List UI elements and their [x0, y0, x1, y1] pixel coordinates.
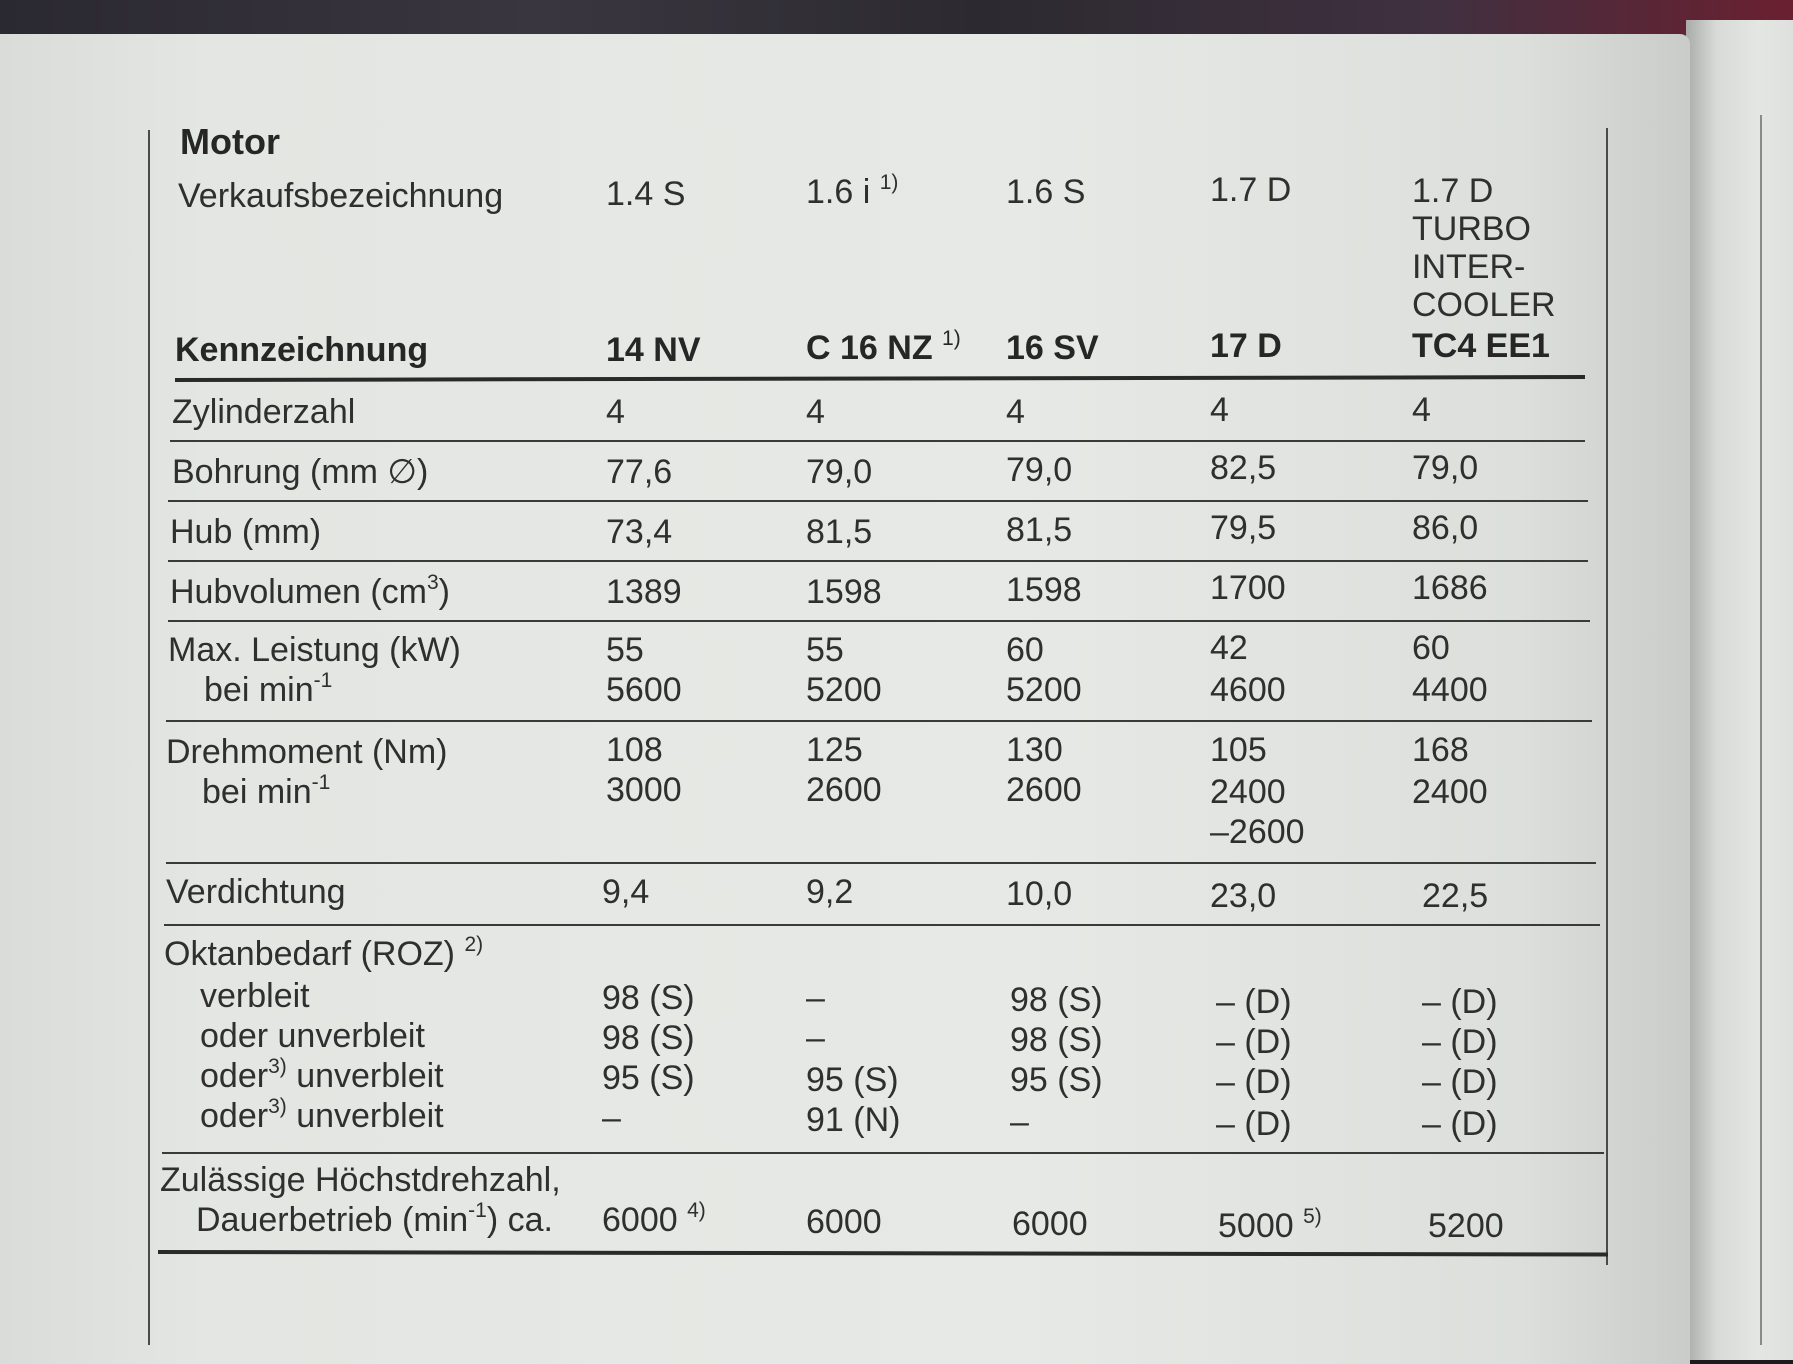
cell: 81,5 [806, 513, 873, 551]
cell: – (D) [1422, 1063, 1498, 1101]
cell: 2600 [806, 771, 882, 809]
cell: 5600 [606, 671, 682, 709]
section-title: Motor [180, 121, 280, 162]
cell: – (D) [1422, 1023, 1498, 1061]
cell: 23,0 [1210, 877, 1277, 915]
cell: 168 [1412, 731, 1469, 769]
row-label-hubvolumen: Hubvolumen $(cm^3)$ [170, 571, 450, 611]
cell: 4 [606, 393, 625, 431]
cell: – [1010, 1103, 1029, 1141]
row-label-drehmoment: Drehmoment (Nm) [166, 733, 448, 771]
cell: 4 [806, 393, 825, 431]
table-right-border [1606, 128, 1608, 1265]
cell: 95 (S) [602, 1059, 695, 1097]
row-label-hoechstdrehzahl: Zulässige Höchstdrehzahl, [160, 1161, 561, 1199]
next-page-rule [1760, 115, 1762, 1345]
cell: 4600 [1210, 671, 1286, 709]
cell: 4 [1412, 391, 1431, 429]
oktan-line-label: verbleit [200, 977, 310, 1015]
cell: – (D) [1422, 1105, 1498, 1143]
cell: – (D) [1422, 983, 1498, 1021]
row-rule [168, 500, 1588, 502]
row-rule [166, 720, 1592, 722]
cell: 10,0 [1006, 875, 1073, 913]
code-label: Kennzeichnung [175, 331, 429, 369]
cell: – (D) [1216, 1063, 1292, 1101]
cell: 86,0 [1412, 509, 1479, 547]
cell: – (D) [1216, 983, 1292, 1021]
row-rule [162, 1152, 1604, 1154]
cell: 108 [606, 731, 663, 769]
cell: 79,0 [806, 453, 873, 491]
row-sublabel-leistung: bei $\min^{-1}$ [204, 669, 333, 709]
row-label-verdichtung: Verdichtung [166, 873, 346, 911]
row-rule [168, 620, 1590, 622]
cell: 4 [1210, 391, 1229, 429]
oktan-line-label: oder unverbleit [200, 1017, 425, 1055]
next-page-edge [1686, 20, 1793, 1360]
code-3: 16 SV [1006, 329, 1099, 367]
cell: 79,5 [1210, 509, 1277, 547]
code-4: 17 D [1210, 327, 1282, 365]
cell: – [602, 1099, 621, 1137]
cell: 2400 [1412, 773, 1488, 811]
cell: 42 [1210, 629, 1248, 667]
cell: – (D) [1216, 1023, 1292, 1061]
cell: 2600 [1006, 771, 1082, 809]
sales-name-1: 1.4 S [606, 175, 686, 213]
cell: 5200 [806, 671, 882, 709]
cell: 130 [1006, 731, 1063, 769]
sales-name-5: 1.7 D TURBO INTER- COOLER [1412, 172, 1556, 324]
sales-name-3: 1.6 S [1006, 173, 1086, 211]
cell: – (D) [1216, 1105, 1292, 1143]
cell: 6000 [1012, 1205, 1088, 1243]
oktan-line-label: oder$^{3)}$ unverbleit [200, 1055, 444, 1095]
cell: 1389 [606, 573, 682, 611]
cell: 105 [1210, 731, 1267, 769]
row-label-oktan: Oktanbedarf (ROZ) $^{2)}$ [164, 933, 484, 973]
cell: 98 (S) [1010, 1021, 1103, 1059]
cell: 60 [1412, 629, 1450, 667]
cell: 4 [1006, 393, 1025, 431]
cell: 9,2 [806, 873, 854, 911]
row-rule [168, 560, 1588, 562]
cell: –2600 [1210, 813, 1305, 851]
cell: 9,4 [602, 873, 650, 911]
oktan-line-label: oder$^{3)}$ unverbleit [200, 1095, 444, 1135]
row-rule [164, 924, 1600, 926]
row-sublabel-hoechstdrehzahl: Dauerbetrieb $(\min^{-1})$ ca. [196, 1199, 553, 1239]
sales-label: Verkaufsbezeichnung [178, 177, 504, 215]
cell: 81,5 [1006, 511, 1073, 549]
cell: 5200 [1006, 671, 1082, 709]
cell: 3000 [606, 771, 682, 809]
cell: 91 (N) [806, 1101, 901, 1139]
cell: 95 (S) [806, 1061, 899, 1099]
table-left-border [148, 130, 150, 1345]
cell: 1700 [1210, 569, 1286, 607]
cell: 22,5 [1422, 877, 1489, 915]
code-1: 14 NV [606, 331, 701, 369]
cell: 125 [806, 731, 863, 769]
sales-name-2: 1.6 i $^{1)}$ [806, 171, 899, 211]
cell: 4400 [1412, 671, 1488, 709]
code-5: TC4 EE1 [1412, 327, 1550, 365]
row-label-zylinder: Zylinderzahl [172, 393, 356, 431]
cell: 55 [606, 631, 644, 669]
cell: 5200 [1428, 1207, 1504, 1245]
cell: 1598 [806, 573, 882, 611]
cell: 98 (S) [1010, 981, 1103, 1019]
row-label-leistung: Max. Leistung (kW) [168, 631, 461, 669]
sales-name-4: 1.7 D [1210, 171, 1292, 209]
cell: 60 [1006, 631, 1044, 669]
cell: 2400 [1210, 773, 1286, 811]
cell: 6000 $^{4)}$ [602, 1199, 706, 1239]
row-rule [170, 440, 1585, 442]
cell: 1598 [1006, 571, 1082, 609]
cell: 6000 [806, 1203, 882, 1241]
row-label-hub: Hub (mm) [170, 513, 322, 551]
cell: 79,0 [1006, 451, 1073, 489]
cell: – [806, 1019, 825, 1057]
cell: 77,6 [606, 453, 673, 491]
cell: 1686 [1412, 569, 1488, 607]
cell: 82,5 [1210, 449, 1277, 487]
cell: – [806, 979, 825, 1017]
row-rule [166, 862, 1596, 864]
cell: 98 (S) [602, 979, 695, 1017]
cell: 95 (S) [1010, 1061, 1103, 1099]
row-label-bohrung: Bohrung (mm ∅) [172, 453, 429, 491]
cell: 73,4 [606, 513, 673, 551]
code-2: C 16 NZ $^{1)}$ [806, 327, 961, 367]
cell: 5000 $^{5)}$ [1218, 1205, 1322, 1245]
row-sublabel-drehmoment: bei $\min^{-1}$ [202, 771, 331, 811]
cell: 79,0 [1412, 449, 1479, 487]
cell: 98 (S) [602, 1019, 695, 1057]
cell: 55 [806, 631, 844, 669]
